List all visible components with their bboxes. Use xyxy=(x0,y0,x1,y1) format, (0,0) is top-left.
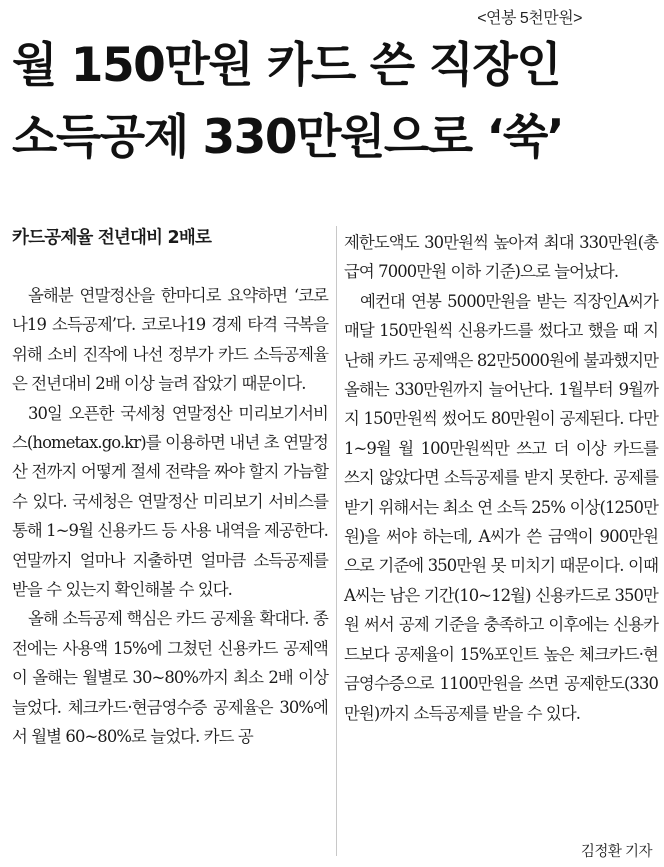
headline xyxy=(12,30,657,174)
article-column-left xyxy=(12,222,328,752)
headline-line-2: 소득공제 330만원으로 ‘쑥’ xyxy=(12,110,564,165)
article-column-right xyxy=(344,228,658,728)
subheading: 카드공제율 전년대비 2배로 xyxy=(12,228,212,248)
paragraph-2: 30일 오픈한 국세청 연말정산 미리보기서비스(hometax.go.kr)를 이용하면 내년 초 연말정산 전까지 어떻게 절세 전략을 짜야 할지 가늠할 수 있다. 국세청은 연말정산 미리보기 서비스를 통해 1~9월 신용카드 등 사용 내역을 제공한다. 연말까지 얼마나 지출하면 얼마큼 소득공제를 받을 수 있는지 확인해볼 수 있다. xyxy=(12,403,328,600)
paragraph-3: 올해 소득공제 핵심은 카드 공제율 확대다. 종전에는 사용액 15%에 그쳤던 신용카드 공제액이 올해는 월별로 30~80%까지 최소 2배 이상 늘었다. 체크카드·현금영수증 공제율은 30%에서 월별 60~80%로 늘었다. 카드 공 xyxy=(12,609,328,747)
paragraph-3-continued: 제한도액도 30만원씩 높아져 최대 330만원(총 급여 7000만원 이하 기준)으로 늘어났다. xyxy=(344,233,658,282)
column-divider xyxy=(336,226,337,856)
paragraph-1: 올해분 연말정산을 한마디로 요약하면 ‘코로나19 소득공제’다. 코로나19 경제 타격 극복을 위해 소비 진작에 나선 정부가 카드 소득공제율은 전년대비 2배 이상 늘려 잡았기 때문이다. xyxy=(12,286,328,394)
byline: 김정환 기자 xyxy=(580,844,652,860)
kicker-label: <연봉 5천만원> xyxy=(477,10,582,27)
headline-line-1: 월 150만원 카드 쓴 직장인 xyxy=(12,38,561,93)
paragraph-4: 예컨대 연봉 5000만원을 받는 직장인A씨가 매달 150만원씩 신용카드를 썼다고 했을 때 지난해 카드 공제액은 82만5000원에 불과했지만 올해는 330만원까지 늘어난다. 1월부터 9월까지 150만원씩 썼어도 80만원이 공제된다. 다만 1~9월 월 100만원씩만 쓰고 더 이상 카드를 쓰지 않았다면 소득공제를 받지 못한다. 공제를 받기 위해서는 최소 연 소득 25% 이상(1250만원)을 써야 하는데, A씨가 쓴 금액이 900만원으로 기준에 350만원 못 미치기 때문이다. 이때 A씨는 남은 기간(10~12월) 신용카드로 350만원 써서 공제 기준을 충족하고 이후에는 신용카드보다 공제율이 15%포인트 높은 체크카드·현금영수증으로 1100만원을 쓰면 공제한도(330만원)까지 소득공제를 받을 수 있다. xyxy=(344,291,658,723)
